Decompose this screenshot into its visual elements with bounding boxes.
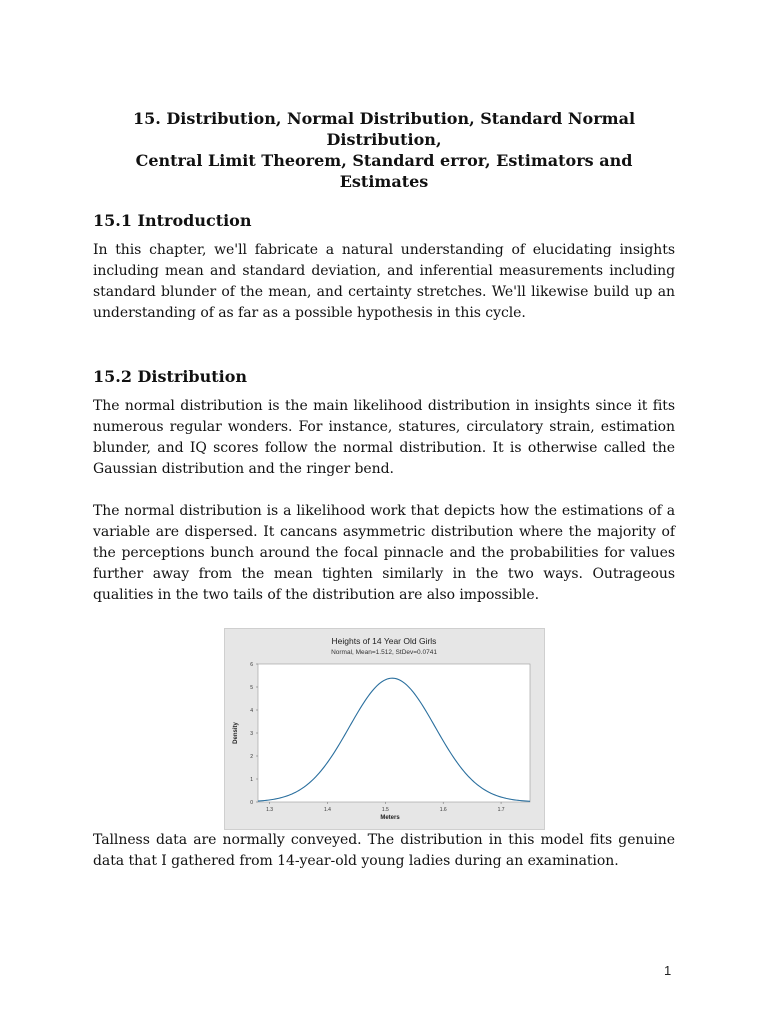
x-tick-label: 1.6	[439, 807, 447, 813]
distribution-paragraph-3: Tallness data are normally conveyed. The distribution in this model fits genuine data that I gathered from 14-year-old young ladies during an examination.	[93, 832, 675, 869]
distribution-paragraph-1: The normal distribution is the main likelihood distribution in insights since it fits numerous regular wonders. For instance, statures, circulatory strain, estimation blunder, and IQ scores follow the normal distribution. It is otherwise called the Gaussian distribution and the ringer bend.	[93, 398, 675, 477]
y-tick-label: 6	[249, 662, 253, 668]
y-tick-label: 5	[249, 685, 253, 691]
normal-distribution-figure	[224, 628, 545, 830]
x-tick-label: 1.7	[497, 807, 505, 813]
y-axis-ticks	[250, 662, 258, 806]
plot-area	[258, 664, 530, 802]
section-heading-distribution: 15.2 Distribution	[93, 367, 247, 386]
y-tick-label: 4	[249, 708, 253, 714]
x-axis-label: Meters	[379, 815, 400, 821]
y-tick-label: 3	[249, 731, 253, 737]
x-tick-label: 1.4	[323, 807, 331, 813]
x-tick-label: 1.5	[381, 807, 389, 813]
chapter-title-line-1: 15. Distribution, Normal Distribution, Standard Normal Distribution,	[132, 109, 636, 149]
chart-title: Heights of 14 Year Old Girls	[331, 636, 436, 646]
y-axis-label: Density	[232, 722, 239, 744]
y-tick-label: 2	[249, 754, 253, 760]
y-tick-label: 1	[249, 777, 253, 783]
section-heading-introduction: 15.1 Introduction	[93, 211, 252, 230]
chapter-title-line-2: Central Limit Theorem, Standard error, Estimators and Estimates	[135, 151, 633, 191]
y-tick-label: 0	[249, 800, 253, 806]
distribution-paragraph-2: The normal distribution is a likelihood work that depicts how the estimations of a variable are dispersed. It cancans asymmetric distribution where the majority of the perceptions bunch around the focal pinnacle and the probabilities for values further away from the mean tighten similarly in the two ways. Outrageous qualities in the two tails of the distribution are also impossible.	[93, 503, 675, 603]
normal-distribution-chart	[225, 629, 544, 829]
page-number: 1	[664, 963, 672, 978]
document-page	[93, 108, 675, 872]
x-tick-label: 1.3	[265, 807, 273, 813]
chart-subtitle: Normal, Mean=1.512, StDev=0.0741	[330, 649, 437, 656]
x-axis-ticks	[266, 802, 505, 813]
chapter-title	[93, 108, 675, 192]
introduction-paragraph: In this chapter, we'll fabricate a natural understanding of elucidating insights including mean and standard deviation, and inferential measurements including standard blunder of the mean, and certainty stretches. We'll likewise build up an understanding of as far as a possible hypothesis in this cycle.	[93, 242, 675, 321]
